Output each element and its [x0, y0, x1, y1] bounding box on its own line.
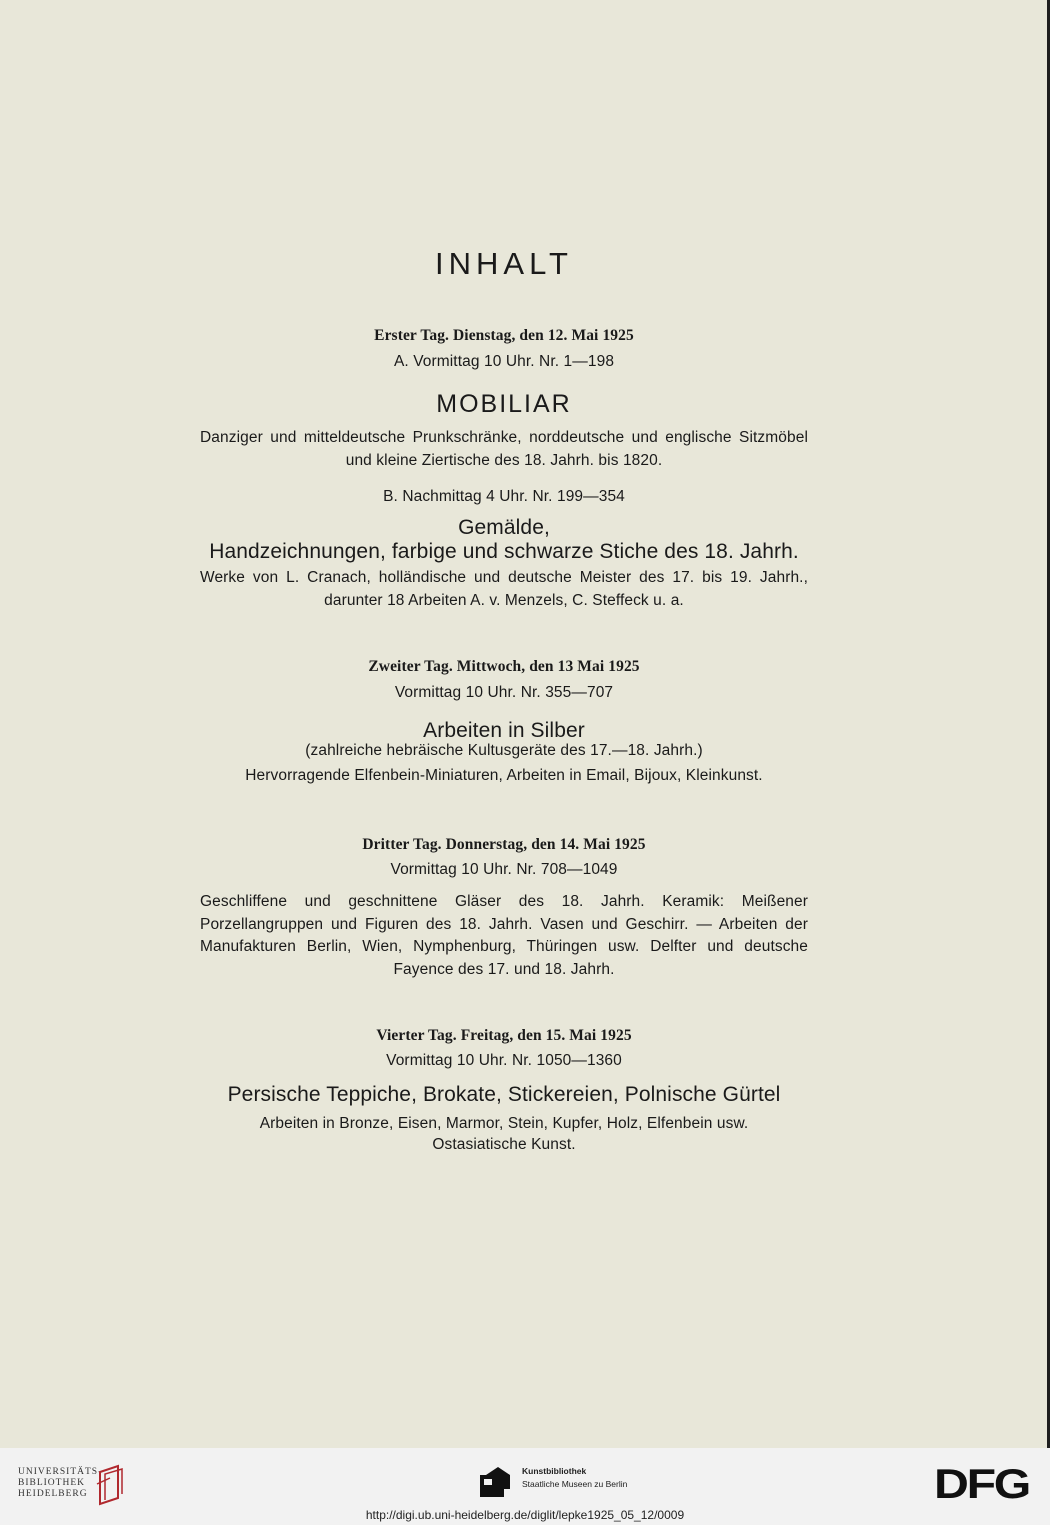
- kb-line2: Staatliche Museen zu Berlin: [522, 1479, 628, 1489]
- day-4-description-line2: Ostasiatische Kunst.: [432, 1136, 576, 1153]
- day-3-session: Vormittag 10 Uhr. Nr. 708—1049: [390, 861, 618, 878]
- library-mark-icon: [96, 1464, 126, 1506]
- uni-logo-line2: BIBLIOTHEK: [18, 1478, 85, 1488]
- university-library-logo[interactable]: [18, 1464, 138, 1514]
- day-1-category-b-line1: Gemälde,: [458, 516, 550, 539]
- day-4-description-line1: Arbeiten in Bronze, Eisen, Marmor, Stein, Kupfer, Holz, Elfenbein usw.: [259, 1115, 749, 1132]
- day-1-session-a: A. Vormittag 10 Uhr. Nr. 1—198: [393, 353, 615, 370]
- day-2-category: Arbeiten in Silber: [423, 719, 585, 742]
- day-3-description: Geschliffene und geschnittene Gläser des 18. Jahrh. Keramik: Meißener Porzellangruppen und Figuren des 18. Jahrh. Vasen und Geschirr. — Arbeiten der Manufakturen Berlin, Wien, Nymphenburg, Thüringen usw. Delfter und deutsche Fayence des 17. und 18. Jahrh.: [200, 893, 808, 978]
- day-2-session: Vormittag 10 Uhr. Nr. 355—707: [394, 684, 614, 701]
- day-3-heading: Dritter Tag. Donnerstag, den 14. Mai 1925: [362, 836, 646, 853]
- source-url[interactable]: http://digi.ub.uni-heidelberg.de/diglit/lepke1925_05_12/0009: [365, 1508, 685, 1522]
- uni-logo-line3: HEIDELBERG: [18, 1489, 88, 1499]
- kb-line1: Kunstbibliothek: [522, 1466, 587, 1476]
- day-1-description-a: Danziger und mitteldeutsche Prunkschränke, norddeutsche und englische Sitzmöbel und kleine Ziertische des 18. Jahrh. bis 1820.: [200, 429, 808, 469]
- day-1-category-b-line2: Handzeichnungen, farbige und schwarze Stiche des 18. Jahrh.: [209, 540, 799, 563]
- uni-logo-line1: UNIVERSITÄTS-: [18, 1467, 103, 1477]
- dfg-logo[interactable]: [934, 1460, 1034, 1507]
- page-title: INHALT: [435, 246, 573, 281]
- day-2-heading: Zweiter Tag. Mittwoch, den 13 Mai 1925: [368, 658, 640, 675]
- day-1-heading: Erster Tag. Dienstag, den 12. Mai 1925: [374, 327, 634, 344]
- kunstbibliothek-mark-icon: [480, 1467, 510, 1497]
- day-4-session: Vormittag 10 Uhr. Nr. 1050—1360: [386, 1052, 622, 1069]
- day-1-description-b: Werke von L. Cranach, holländische und deutsche Meister des 17. bis 19. Jahrh., darunter 18 Arbeiten A. v. Menzels, C. Steffeck u. a.: [200, 569, 808, 609]
- day-1-session-b: B. Nachmittag 4 Uhr. Nr. 199—354: [383, 488, 625, 505]
- day-1-category-a: MOBILIAR: [436, 390, 572, 418]
- footer-bar: [0, 1448, 1050, 1525]
- kunstbibliothek-logo[interactable]: [480, 1464, 680, 1504]
- day-2-description-line2: Hervorragende Elfenbein-Miniaturen, Arbeiten in Email, Bijoux, Kleinkunst.: [245, 767, 763, 784]
- day-2-description-line1: (zahlreiche hebräische Kultusgeräte des 17.—18. Jahrh.): [305, 742, 703, 759]
- day-4-category: Persische Teppiche, Brokate, Stickereien, Polnische Gürtel: [227, 1083, 781, 1106]
- day-4-heading: Vierter Tag. Freitag, den 15. Mai 1925: [376, 1027, 632, 1044]
- dfg-label: DFG: [934, 1460, 1030, 1507]
